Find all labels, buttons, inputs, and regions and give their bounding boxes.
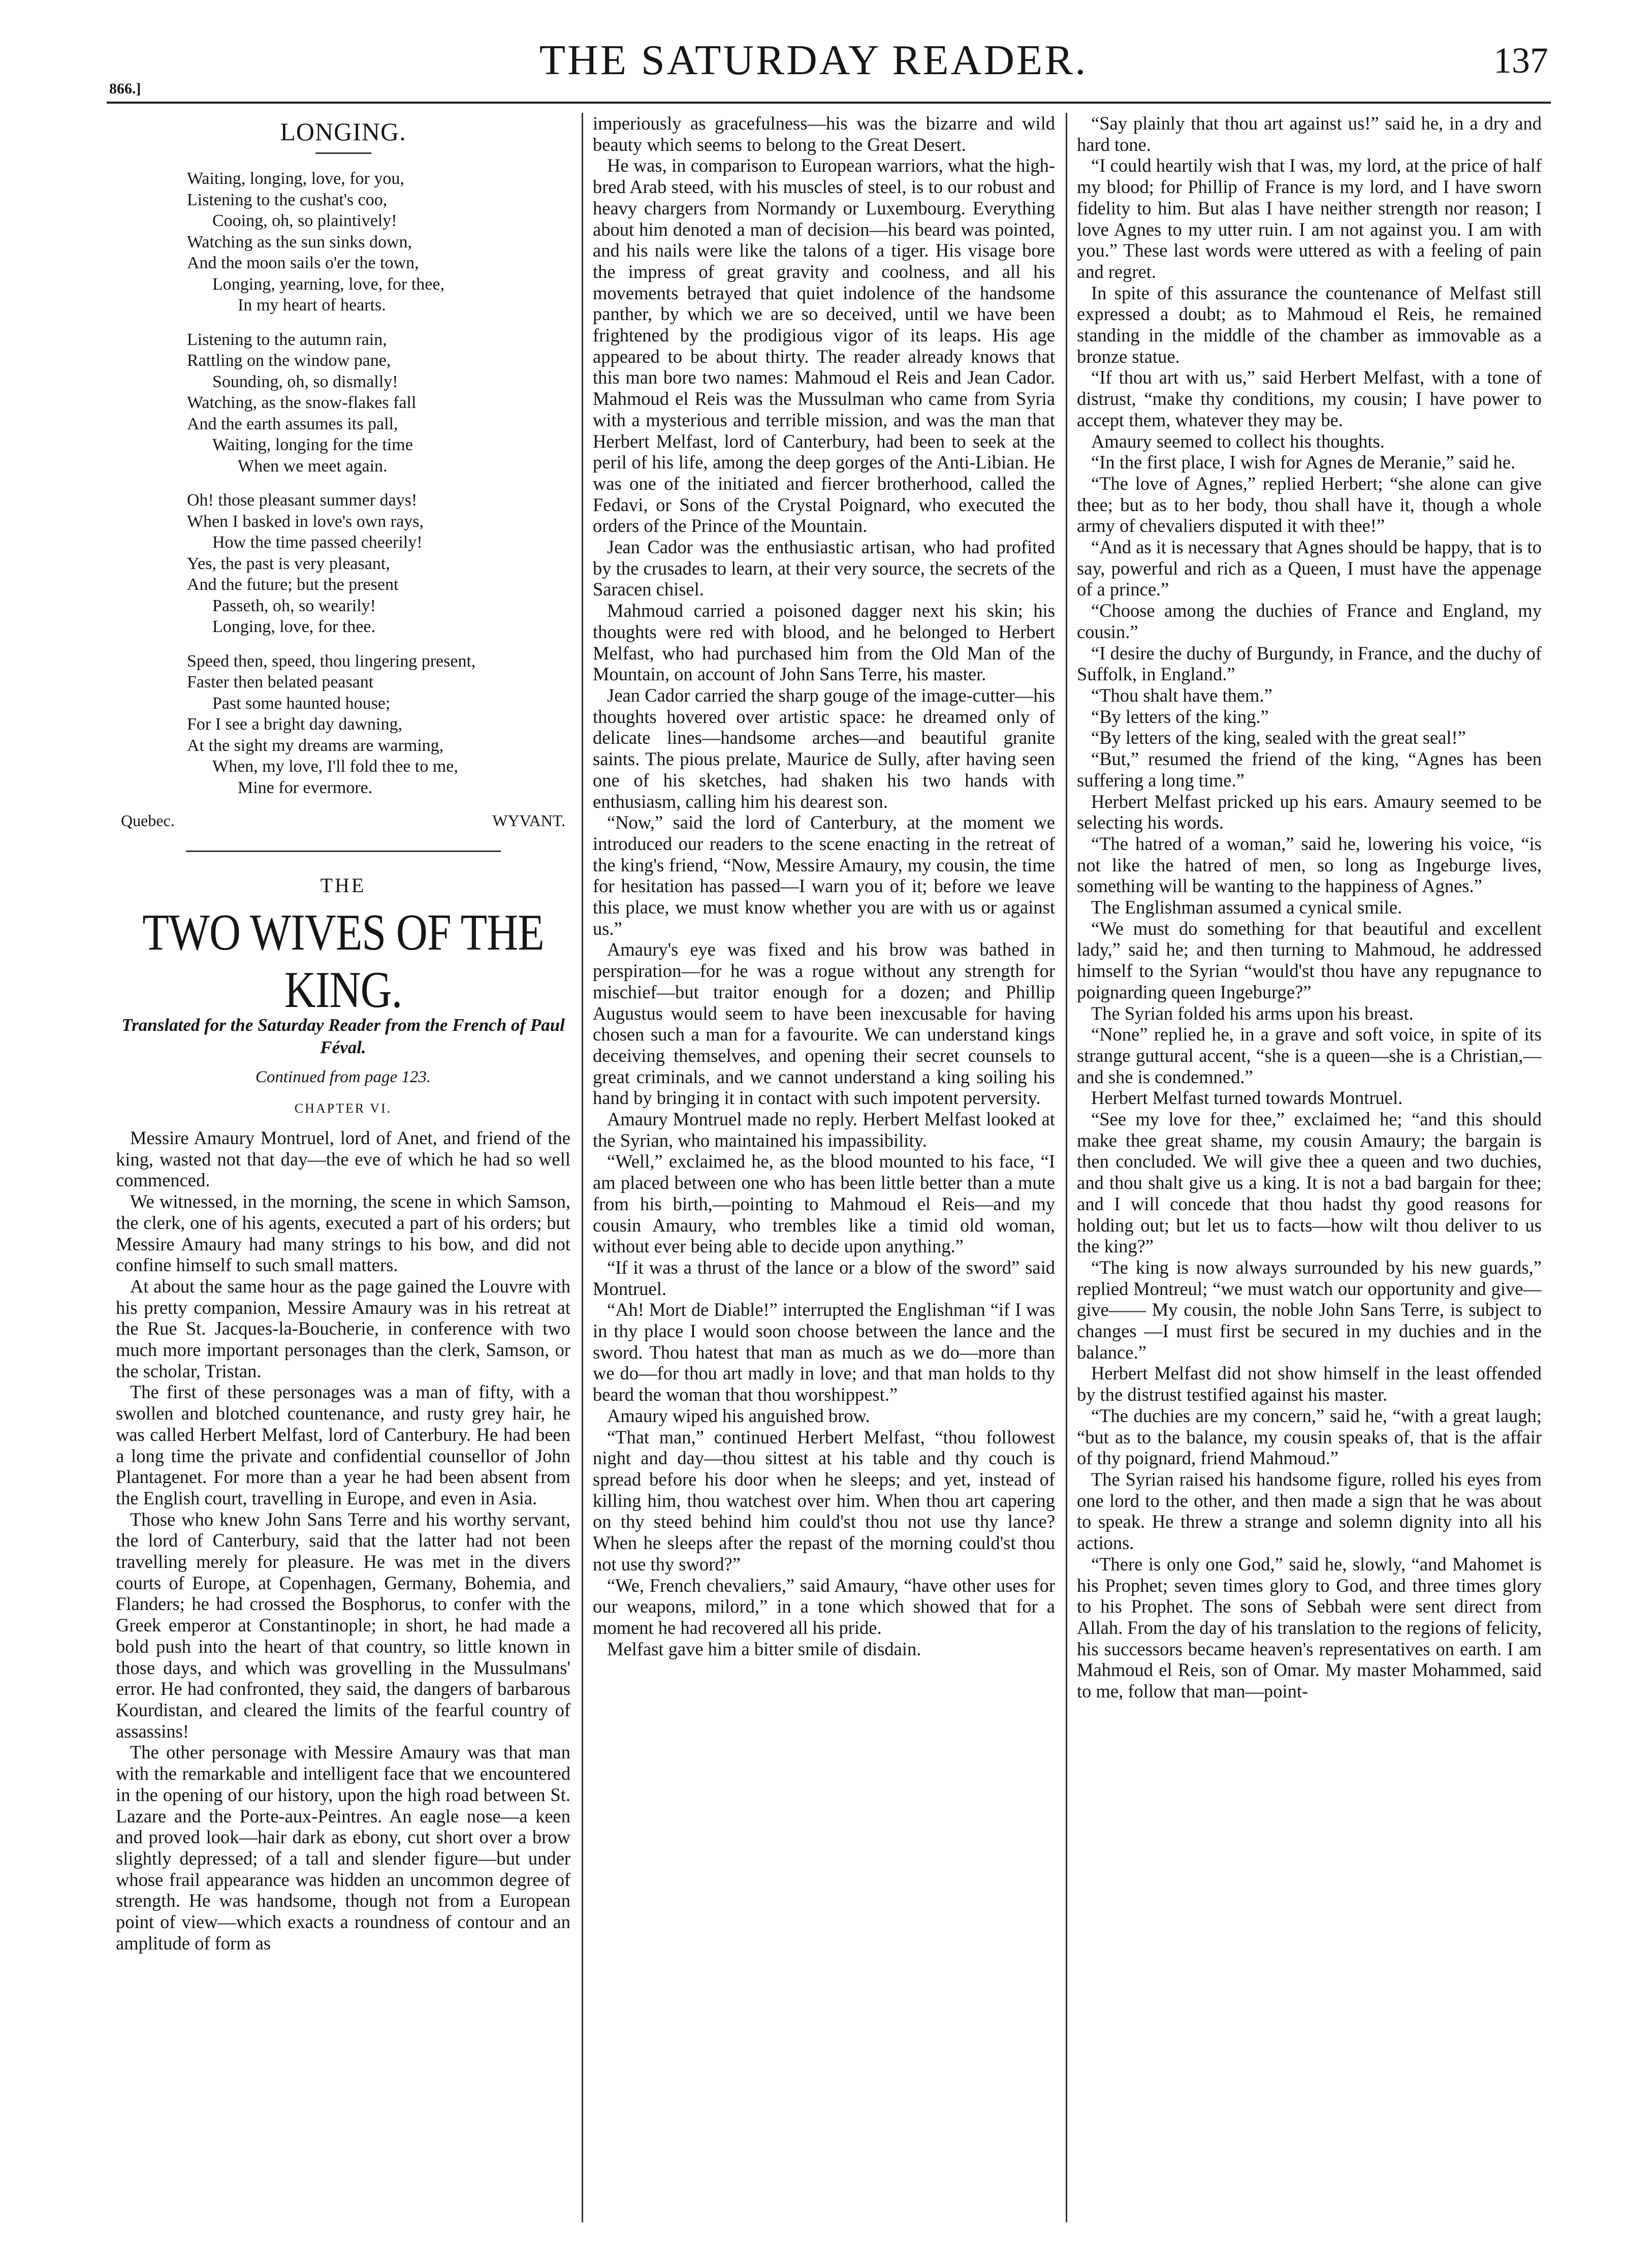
- paragraph: “None” replied he, in a grave and soft voice, in spite of its strange guttural accent, “she is a queen—she is a Christian,—and she is condemned.”: [1077, 1024, 1542, 1087]
- paragraph: Jean Cador carried the sharp gouge of the image-cutter—his thoughts hovered over artistic space: he dreamed only of delicate lines—handsome arches—and beautiful granite saints. The pious prelate, Maurice de Sully, after having seen one of his sketches, had shaken his two hands with enthusiasm, calling him his dearest son.: [593, 684, 1055, 812]
- paragraph: “The hatred of a woman,” said he, lowering his voice, “is not like the hatred of men, so long as Ingeburge lives, something will be wanting to the happiness of Agnes.”: [1077, 833, 1542, 897]
- paragraph: Melfast gave him a bitter smile of disdain.: [607, 1638, 921, 1659]
- masthead-title: THE SATURDAY READER.: [539, 37, 1088, 84]
- poem-place: Quebec.: [121, 811, 175, 830]
- section-divider: [186, 850, 501, 852]
- poem-line: Speed then, speed, thou lingering present,: [187, 651, 476, 671]
- poem-line: Waiting, longing, love, for you,: [187, 169, 404, 188]
- column-divider: [582, 113, 583, 2222]
- paragraph: Amaury seemed to collect his thoughts.: [1091, 430, 1385, 452]
- paragraph: The other personage with Messire Amaury was that man with the remarkable and intelligent face that we encountered in the opening of our history, upon the high road between St. Lazare and the Porte-aux-Peintres. An eagle nose—a keen and proved look—hair dark as ebony, cut short over a brow slightly depressed; of a tall and slender figure—but under whose frail appearance was hidden an uncommon degree of strength. He was handsome, though not from a European point of view—which exacts a roundness of contour and an amplitude of form as: [116, 1742, 570, 1954]
- poem-stanza: [187, 168, 570, 316]
- paragraph: “We must do something for that beautiful and excellent lady,” said he; and then turning to Mahmoud, he addressed himself to the Syrian “would'st thou have any repugnance to poignarding queen Ingeburge?”: [1077, 918, 1542, 1002]
- poem-line: Listening to the autumn rain,: [187, 330, 387, 349]
- paragraph: “The love of Agnes,” replied Herbert; “she alone can give thee; but as to her body, thou shall have it, though a whole army of chevaliers disputed it with thee!”: [1077, 472, 1542, 537]
- poem-stanza: [187, 329, 570, 477]
- story-the: THE: [320, 874, 366, 897]
- paragraph: “There is only one God,” said he, slowly, “and Mahomet is his Prophet; seven times glory to God, and three times glory to his Prophet. The sons of Sebbah were sent direct from Allah. From the day of his translation to the regions of felicity, his successors became heaven's representatives on earth. I am Mahmoud el Reis, son of Omar. My master Mohammed, said to me, follow that man—point-: [1077, 1553, 1542, 1702]
- poem-title: LONGING.: [280, 117, 406, 146]
- story-title: TWO WIVES OF THE KING.: [142, 903, 544, 1019]
- story-continued: Continued from page 123.: [255, 1068, 431, 1086]
- poem-signature: [121, 811, 565, 830]
- paragraph: Jean Cador was the enthusiastic artisan, who had profited by the crusades to learn, at their very source, the secrets of the Saracen chisel.: [593, 537, 1055, 600]
- poem-line: Listening to the cushat's coo,: [187, 190, 388, 209]
- paragraph: At about the same hour as the page gained the Louvre with his pretty companion, Messire Amaury was in his retreat at the Rue St. Jacques-la-Boucherie, in conference with two much more important personages than the clerk, Samson, or the scholar, Tristan.: [116, 1275, 570, 1381]
- paragraph: Herbert Melfast turned towards Montruel.: [1091, 1087, 1403, 1109]
- poem-stanza: [187, 490, 570, 638]
- paragraph: “Choose among the duchies of France and England, my cousin.”: [1077, 600, 1542, 642]
- poem-line: Yes, the past is very pleasant,: [187, 554, 390, 573]
- paragraph: “In the first place, I wish for Agnes de Meranie,” said he.: [1091, 452, 1516, 473]
- poem-line: Waiting, longing for the time: [212, 435, 413, 454]
- page-number: 137: [1493, 40, 1548, 81]
- poem-author: WYVANT.: [492, 811, 565, 830]
- paragraph: The Syrian folded his arms upon his breast.: [1091, 1002, 1414, 1024]
- paragraph: Mahmoud carried a poisoned dagger next his skin; his thoughts were red with blood, and he belonged to Herbert Melfast, who had purchased him from the Old Man of the Mountain, on account of John Sans Terre, his master.: [593, 600, 1055, 685]
- story-subtitle: Translated for the Saturday Reader from the French of Paul Féval.: [121, 1015, 565, 1057]
- poem-line: Rattling on the window pane,: [187, 351, 391, 370]
- poem-line: For I see a bright day dawning,: [187, 715, 402, 734]
- poem-line: Sounding, oh, so dismally!: [212, 372, 398, 391]
- poem-line: When I basked in love's own rays,: [187, 512, 424, 531]
- poem-line: Passeth, oh, so wearily!: [212, 596, 376, 615]
- column-2: [593, 113, 1055, 2222]
- poem-line: And the earth assumes its pall,: [187, 414, 398, 433]
- paragraph: “If thou art with us,” said Herbert Melfast, with a tone of distrust, “make thy conditions, my cousin; I have power to accept them, whatever they may be.: [1077, 367, 1542, 430]
- poem-line: Watching, as the snow-flakes fall: [187, 393, 417, 412]
- poem-line: Cooing, oh, so plaintively!: [212, 211, 397, 230]
- poem-line: At the sight my dreams are warming,: [187, 736, 444, 755]
- poem-line: Mine for evermore.: [238, 778, 373, 797]
- paragraph: The Englishman assumed a cynical smile.: [1091, 897, 1402, 918]
- column-1: [116, 113, 570, 2222]
- paragraph: “Say plainly that thou art against us!” said he, in a dry and hard tone.: [1077, 113, 1542, 155]
- poem-title-rule: [315, 152, 371, 154]
- paragraph: “And as it is necessary that Agnes should be happy, that is to say, powerful and rich as a Queen, I must have the appenage of a prince.”: [1077, 537, 1542, 600]
- poem-line: In my heart of hearts.: [238, 296, 386, 314]
- paragraph: “The king is now always surrounded by his new guards,” replied Montreul; “we must watch our opportunity and give—give—— My cousin, the noble John Sans Terre, is subject to changes —I must first be secured in my duchies and in the balance.”: [1077, 1256, 1542, 1363]
- paragraph: “By letters of the king.”: [1091, 706, 1269, 727]
- paragraph: We witnessed, in the morning, the scene in which Samson, the clerk, one of his agents, executed a part of his orders; but Messire Amaury had many strings to his bow, and did not confine himself to such small matters.: [116, 1191, 570, 1276]
- poem-line: Longing, yearning, love, for thee,: [212, 274, 444, 294]
- paragraph: In spite of this assurance the countenance of Melfast still expressed a doubt; as to Mahmoud el Reis, he remained standing in the middle of the chamber as immovable as a bronze statue.: [1077, 282, 1542, 367]
- paragraph: Amaury Montruel made no reply. Herbert Melfast looked at the Syrian, who maintained his impassibility.: [593, 1109, 1055, 1151]
- paragraph: “By letters of the king, sealed with the great seal!”: [1091, 727, 1466, 748]
- paragraph: “See my love for thee,” exclaimed he; “and this should make thee great shame, my cousin Amaury; the bargain is then concluded. We will give thee a queen and two duchies, and thou shalt give us a king. It is not a bad bargain for thee; and I will concede that thou hadst thy good reasons for holding out; but let us to facts—how wilt thou deliver to us the king?”: [1077, 1109, 1542, 1257]
- column-divider: [1066, 113, 1067, 2222]
- column-3: [1077, 113, 1542, 2222]
- paragraph: Those who knew John Sans Terre and his worthy servant, the lord of Canterbury, said that the latter had not been travelling merely for pleasure. He was met in the divers courts of Europe, at Copenhagen, Germany, Bohemia, and Flanders; he had crossed the Bosphorus, to confer with the Greek emperor at Constantinople; in short, he had made a bold push into the heart of that country, so little known in those days, and which was grovelling in the Mussulmans' error. He had confronted, they said, the dangers of barbarous Kourdistan, and cleared the limits of the fearful country of assassins!: [116, 1508, 570, 1742]
- paragraph: “The duchies are my concern,” said he, “with a great laugh; “but as to the balance, my cousin speaks of, that is the affair of thy poignard, friend Mahmoud.”: [1077, 1405, 1542, 1469]
- paragraph: Herbert Melfast pricked up his ears. Amaury seemed to be selecting his words.: [1077, 791, 1542, 833]
- poem-line: Past some haunted house;: [212, 694, 391, 713]
- paragraph: The first of these personages was a man of fifty, with a swollen and blotched countenance, and rusty grey hair, he was called Herbert Melfast, lord of Canterbury. He had been a long time the private and confidential counsellor of John Plantagenet. For more than a year he had been absent from the English court, travelling in Europe, and even in Asia.: [116, 1381, 570, 1508]
- paragraph: Amaury wiped his anguished brow.: [607, 1405, 870, 1426]
- poem-line: And the moon sails o'er the town,: [187, 254, 419, 272]
- paragraph: “I desire the duchy of Burgundy, in France, and the duchy of Suffolk, in England.”: [1077, 642, 1542, 685]
- poem-stanza: [187, 651, 570, 799]
- column-2-text: [593, 113, 1055, 1659]
- paragraph: “Well,” exclaimed he, as the blood mounted to his face, “I am placed between one who has been little better than a mute from his birth,—pointing to Mahmoud el Reis—and my cousin Amaury, who trembles like a timid old woman, without ever being able to decide upon anything.”: [593, 1151, 1055, 1257]
- paragraph: “We, French chevaliers,” said Amaury, “have other uses for our weapons, milord,” in a tone which showed that for a moment he had recovered all his pride.: [593, 1574, 1055, 1638]
- masthead-rule: [107, 102, 1551, 104]
- paragraph: Messire Amaury Montruel, lord of Anet, and friend of the king, wasted not that day—the eve of which he had so well commenced.: [116, 1127, 570, 1191]
- paragraph: He was, in comparison to European warriors, what the high-bred Arab steed, with his muscles of steel, is to our robust and heavy chargers from Normandy or Luxembourg. Everything about him denoted a man of decision—his beard was pointed, and his nails were like the talons of a tiger. His visage bore the impress of great gravity and coolness, and all his movements betrayed that quiet indolence of the handsome panther, by which we are so deceived, until we have been frightened by the prodigious vigor of its leaps. His age appeared to be about thirty. The reader already knows that this man bore two names: Mahmoud el Reis and Jean Cador. Mahmoud el Reis was the Mussulman who came from Syria with a mysterious and terrible mission, and was the man that Herbert Melfast, lord of Canterbury, had been to seek at the peril of his life, among the deep gorges of the Anti-Libian. He was one of the initiated and fiercer brotherhood, called the Fedavi, or Sons of the Crystal Poignard, who executed the orders of the Prince of the Mountain.: [593, 155, 1055, 537]
- paragraph: Amaury's eye was fixed and his brow was bathed in perspiration—for he was a rogue without any strength for mischief—but traitor enough for a dozen; and Phillip Augustus would seem to have been inexcusable for having chosen such a man for a favourite. We can understand kings deceiving themselves, and opening their secret counsels to great criminals, and we cannot understand a king soiling his hand by bringing it in contact with such impotent perversity.: [593, 939, 1055, 1109]
- paragraph: imperiously as gracefulness—his was the bizarre and wild beauty which seems to belong to the Great Desert.: [593, 113, 1055, 155]
- poem-line: How the time passed cheerily!: [212, 533, 423, 552]
- poem-line: When we meet again.: [238, 456, 388, 476]
- paragraph: “But,” resumed the friend of the king, “Agnes has been suffering a long time.”: [1077, 748, 1542, 791]
- poem-line: When, my love, I'll fold thee to me,: [212, 757, 458, 776]
- paragraph: “Ah! Mort de Diable!” interrupted the Englishman “if I was in thy place I would soon choose between the lance and the sword. Thou hatest that man as much as we do—more than we do—for thou art madly in love; and that man holds to thy beard the woman that thou worshippest.”: [593, 1299, 1055, 1405]
- poem-line: And the future; but the present: [187, 575, 399, 594]
- column-3-text: [1077, 113, 1542, 1702]
- poem-line: Oh! those pleasant summer days!: [187, 491, 418, 510]
- issue-number: 866.]: [109, 80, 141, 97]
- paragraph: “I could heartily wish that I was, my lord, at the price of half my blood; for Phillip of France is my lord, and I have sworn fidelity to him. But alas I have neither strength nor reason; I love Agnes to my utter ruin. I am not against you. I am with you.” These last words were uttered as with a feeling of pain and regret.: [1077, 155, 1542, 282]
- paragraph: “That man,” continued Herbert Melfast, “thou followest night and day—thou sittest at his table and thy couch is spread before his door when he sleeps; and yet, instead of killing him, thou watchest over him. When thou art capering on thy steed behind him could'st thou not use thy lance? When he sleeps after the repast of the morning could'st thou not use thy sword?”: [593, 1426, 1055, 1574]
- paragraph: Herbert Melfast did not show himself in the least offended by the distrust testified against his master.: [1077, 1363, 1542, 1405]
- paragraph: The Syrian raised his handsome figure, rolled his eyes from one lord to the other, and then made a sign that he was about to speak. He threw a strange and solemn dignity into all his actions.: [1077, 1469, 1542, 1554]
- column-1-text: [116, 1127, 570, 1954]
- poem-line: Longing, love, for thee.: [212, 617, 376, 636]
- paragraph: “Now,” said the lord of Canterbury, at the moment we introduced our readers to the scene enacting in the retreat of the king's friend, “Now, Messire Amaury, my cousin, the time for hesitation has passed—I warn you of it; before we leave this place, we must know whether you are with us or against us.”: [593, 812, 1055, 939]
- poem-line: Faster then belated peasant: [187, 673, 374, 691]
- paragraph: “If it was a thrust of the lance or a blow of the sword” said Montruel.: [593, 1256, 1055, 1299]
- chapter-heading: CHAPTER VI.: [294, 1101, 392, 1116]
- poem-line: Watching as the sun sinks down,: [187, 232, 412, 251]
- paragraph: “Thou shalt have them.”: [1091, 684, 1272, 706]
